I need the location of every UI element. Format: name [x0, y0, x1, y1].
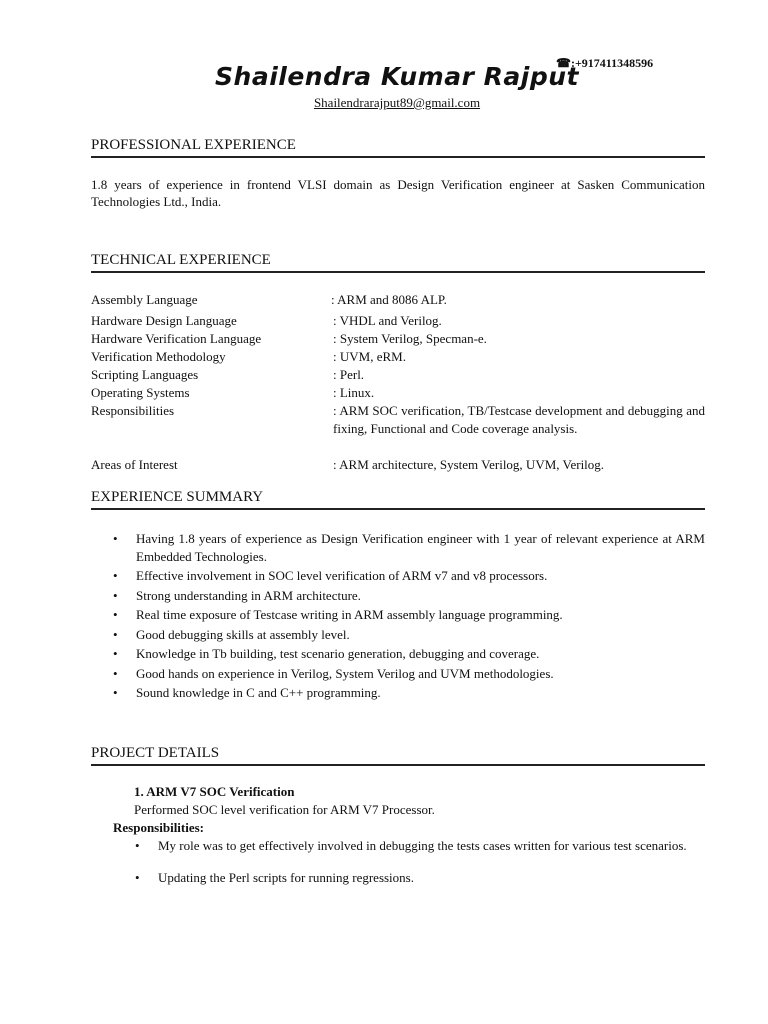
list-item-text: Good hands on experience in Verilog, System Verilog and UVM methodologies.: [136, 665, 554, 681]
tech-value: : ARM architecture, System Verilog, UVM, Verilog.: [333, 457, 605, 472]
list-item: [91, 587, 705, 605]
list-item-text: Having 1.8 years of experience as Design Verification engineer with 1 year of relevant experience at ARM Embedded Technologies.: [136, 531, 705, 564]
experience-summary-list: [91, 530, 705, 704]
list-item-text: Real time exposure of Testcase writing in ARM assembly language programming.: [136, 607, 563, 622]
bullet-icon: •: [113, 626, 118, 642]
responsibilities-list: [113, 835, 705, 889]
list-item-text: Knowledge in Tb building, test scenario generation, debugging and coverage.: [136, 646, 540, 661]
bullet-icon: •: [135, 838, 140, 853]
tech-label: Hardware Verification Language: [91, 331, 262, 346]
tech-label: Assembly Language: [91, 292, 198, 307]
bullet-icon: •: [113, 531, 118, 546]
list-item: [113, 835, 705, 857]
bullet-icon: •: [113, 685, 118, 700]
bullet-icon: •: [113, 646, 118, 661]
list-item-text: My role was to get effectively involved in debugging the tests cases written for various test scenarios.: [158, 838, 687, 853]
phone-number: ☎:+917411348596: [556, 56, 654, 70]
bullet-icon: •: [113, 587, 118, 603]
bullet-icon: •: [113, 665, 118, 681]
tech-label: Scripting Languages: [91, 367, 199, 382]
project-title: 1. ARM V7 SOC Verification: [134, 784, 295, 799]
bullet-icon: •: [135, 870, 140, 885]
email-link[interactable]: Shailendrarajput89@gmail.com: [313, 95, 481, 110]
list-item: [91, 606, 705, 624]
tech-label: Verification Methodology: [91, 349, 226, 364]
list-item: [91, 665, 705, 683]
list-item: [113, 867, 705, 889]
list-item-text: Good debugging skills at assembly level.: [136, 626, 350, 642]
professional-experience-heading: PROFESSIONAL EXPERIENCE: [91, 137, 705, 158]
tech-label: Hardware Design Language: [91, 313, 237, 328]
tech-label: Responsibilities: [91, 403, 175, 418]
candidate-name: Shailendra Kumar Rajput: [215, 62, 579, 91]
project-description: Performed SOC level verification for ARM V7 Processor.: [134, 802, 435, 817]
list-item-text: Strong understanding in ARM architecture.: [136, 587, 361, 603]
tech-value: : Perl.: [333, 367, 365, 382]
tech-value: : System Verilog, Specman-e.: [333, 331, 487, 346]
list-item-text: Updating the Perl scripts for running regressions.: [158, 870, 414, 885]
bullet-icon: •: [113, 607, 118, 622]
list-item-text: Sound knowledge in C and C++ programming.: [136, 685, 381, 700]
list-item-text: Effective involvement in SOC level verification of ARM v7 and v8 processors.: [136, 568, 548, 583]
tech-value: : ARM SOC verification, TB/Testcase development and debugging and fixing, Functional and Code coverage analysis.: [333, 403, 705, 436]
list-item: [91, 645, 705, 663]
list-item: [91, 626, 705, 644]
tech-value: : UVM, eRM.: [333, 349, 406, 364]
professional-experience-text: 1.8 years of experience in frontend VLSI domain as Design Verification engineer at Sasken Communication Technologies Ltd., India.: [91, 177, 705, 209]
tech-value: : Linux.: [333, 385, 375, 400]
list-item: [91, 684, 705, 702]
list-item: [91, 530, 705, 565]
experience-summary-heading: EXPERIENCE SUMMARY: [91, 489, 705, 510]
tech-value: : VHDL and Verilog.: [333, 313, 442, 328]
responsibilities-label: Responsibilities:: [113, 820, 205, 835]
tech-label: Operating Systems: [91, 385, 190, 400]
technical-experience-heading: TECHNICAL EXPERIENCE: [91, 252, 705, 273]
list-item: [91, 567, 705, 585]
tech-value: : ARM and 8086 ALP.: [331, 292, 447, 307]
project-details-heading: PROJECT DETAILS: [91, 745, 705, 766]
bullet-icon: •: [113, 568, 118, 583]
tech-label: Areas of Interest: [91, 457, 178, 472]
